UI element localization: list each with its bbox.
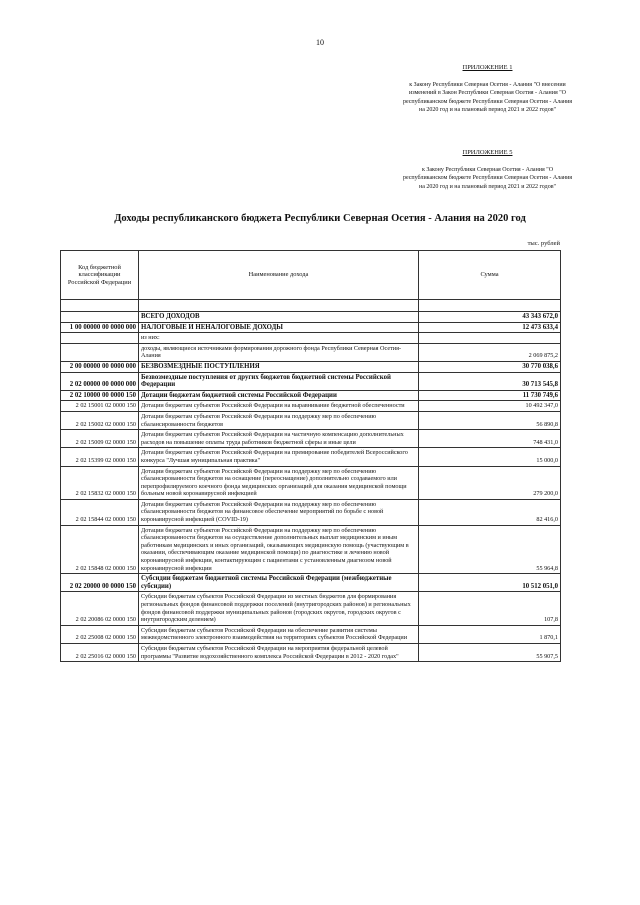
row-sum: 11 730 749,6 bbox=[419, 390, 561, 401]
appendix-5-block bbox=[400, 149, 575, 191]
row-sum: 2 069 875,2 bbox=[419, 343, 561, 361]
table-row bbox=[61, 312, 561, 323]
row-sum: 55 964,8 bbox=[419, 525, 561, 574]
row-sum: 56 890,8 bbox=[419, 411, 561, 429]
row-name: Дотации бюджетам субъектов Российской Федерации на поддержку мер по обеспечению сбалансированности бюджетов bbox=[139, 411, 419, 429]
units-label: тыс. рублей bbox=[527, 240, 560, 247]
row-code: 2 02 25008 02 0000 150 bbox=[61, 625, 139, 643]
row-code: 2 02 15399 02 0000 150 bbox=[61, 448, 139, 466]
row-code: 2 02 15001 02 0000 150 bbox=[61, 401, 139, 412]
table-row bbox=[61, 361, 561, 372]
row-code bbox=[61, 333, 139, 344]
table-row bbox=[61, 300, 561, 312]
table-row bbox=[61, 430, 561, 448]
row-code: 2 02 20000 00 0000 150 bbox=[61, 574, 139, 592]
row-sum: 279 200,0 bbox=[419, 466, 561, 499]
appendix-1-text: к Закону Республики Северная Осетия - Алания "О внесении изменений в Закон Республики Северная Осетия - Алания "О республиканском бюджете Республики Северная Осетия - Алания на 2020 год и на плановый период 2021 и 2022 годов" bbox=[402, 81, 573, 113]
table-row bbox=[61, 372, 561, 390]
row-name bbox=[139, 300, 419, 312]
row-name: Субсидии бюджетам субъектов Российской Федерации из местных бюджетов для формирования региональных фондов финансовой поддержки поселений (внутригородских районов) и региональных фондов финансовой поддержки муниципальных районов (городских округов, городских округов с внутригородским делением) bbox=[139, 592, 419, 625]
table-row bbox=[61, 343, 561, 361]
row-code: 2 02 15848 02 0000 150 bbox=[61, 525, 139, 574]
row-code: 2 02 15009 02 0000 150 bbox=[61, 430, 139, 448]
row-sum: 15 000,0 bbox=[419, 448, 561, 466]
row-code: 2 02 10000 00 0000 150 bbox=[61, 390, 139, 401]
table-row bbox=[61, 625, 561, 643]
row-name: Дотации бюджетам бюджетной системы Российской Федерации bbox=[139, 390, 419, 401]
table-body bbox=[61, 300, 561, 662]
row-sum bbox=[419, 300, 561, 312]
header-sum: Сумма bbox=[419, 251, 561, 300]
header-code: Код бюджетной классификации Российской Федерации bbox=[61, 251, 139, 300]
table-row bbox=[61, 448, 561, 466]
revenue-table bbox=[60, 250, 561, 662]
table-row bbox=[61, 574, 561, 592]
row-sum: 30 713 545,8 bbox=[419, 372, 561, 390]
table-row bbox=[61, 333, 561, 344]
table-row bbox=[61, 390, 561, 401]
table-row bbox=[61, 411, 561, 429]
row-sum: 82 416,0 bbox=[419, 499, 561, 525]
row-name: Дотации бюджетам субъектов Российской Федерации на премирование победителей Всероссийского конкурса "Лучшая муниципальная практика" bbox=[139, 448, 419, 466]
page-number: 10 bbox=[316, 38, 324, 47]
row-name: Субсидии бюджетам бюджетной системы Российской Федерации (межбюджетные субсидии) bbox=[139, 574, 419, 592]
appendix-5-heading: ПРИЛОЖЕНИЕ 5 bbox=[462, 149, 513, 156]
document-title: Доходы республиканского бюджета Республики Северная Осетия - Алания на 2020 год bbox=[114, 213, 526, 224]
row-name: Безвозмездные поступления от других бюджетов бюджетной системы Российской Федерации bbox=[139, 372, 419, 390]
row-name: из них: bbox=[139, 333, 419, 344]
row-sum: 748 431,0 bbox=[419, 430, 561, 448]
row-name: БЕЗВОЗМЕЗДНЫЕ ПОСТУПЛЕНИЯ bbox=[139, 361, 419, 372]
row-code bbox=[61, 300, 139, 312]
row-code: 2 02 25016 02 0000 150 bbox=[61, 643, 139, 661]
row-sum: 107,8 bbox=[419, 592, 561, 625]
row-code: 2 02 15844 02 0000 150 bbox=[61, 499, 139, 525]
row-sum: 30 770 038,6 bbox=[419, 361, 561, 372]
row-sum bbox=[419, 333, 561, 344]
row-code: 2 02 20086 02 0000 150 bbox=[61, 592, 139, 625]
row-code: 2 02 00000 00 0000 000 bbox=[61, 372, 139, 390]
table-row bbox=[61, 643, 561, 661]
appendix-5-text: к Закону Республики Северная Осетия - Алания "О республиканском бюджете Республики Северная Осетия - Алания на 2020 год и на плановый период 2021 и 2022 годов" bbox=[402, 166, 573, 190]
row-code: 2 02 15832 02 0000 150 bbox=[61, 466, 139, 499]
row-name: Дотации бюджетам субъектов Российской Федерации на поддержку мер по обеспечению сбалансированности бюджетов на осуществление дополнительных выплат медицинским и иным работникам медицинских и иных организаций, оказывающих медицинскую помощь (участвующим в оказании, обеспечивающим оказание медицинской помощи) по диагностике и лечению новой коронавирусной инфекции, контактирующим с пациентами с установленным диагнозом новой коронавирусной инфекции bbox=[139, 525, 419, 574]
row-sum: 55 907,5 bbox=[419, 643, 561, 661]
row-sum: 1 870,1 bbox=[419, 625, 561, 643]
row-name: Дотации бюджетам субъектов Российской Федерации на частичную компенсацию дополнительных расходов на повышение оплаты труда работников бюджетной сферы и иные цели bbox=[139, 430, 419, 448]
row-code bbox=[61, 343, 139, 361]
table-row bbox=[61, 592, 561, 625]
table-header-row bbox=[61, 251, 561, 300]
table-row bbox=[61, 401, 561, 412]
table-row bbox=[61, 322, 561, 333]
table-row bbox=[61, 525, 561, 574]
appendix-1-heading: ПРИЛОЖЕНИЕ 1 bbox=[462, 64, 513, 71]
row-name: Дотации бюджетам субъектов Российской Федерации на поддержку мер по обеспечению сбалансированности бюджетов на финансовое обеспечение мероприятий по борьбе с новой коронавирусной инфекцией (COVID-19) bbox=[139, 499, 419, 525]
row-code: 1 00 00000 00 0000 000 bbox=[61, 322, 139, 333]
table-row bbox=[61, 466, 561, 499]
row-sum: 10 512 051,0 bbox=[419, 574, 561, 592]
row-name: Субсидии бюджетам субъектов Российской Федерации на мероприятия федеральной целевой программы "Развитие водохозяйственного комплекса Российской Федерации в 2012 - 2020 годах" bbox=[139, 643, 419, 661]
row-sum: 10 492 347,0 bbox=[419, 401, 561, 412]
row-name: Субсидии бюджетам субъектов Российской Федерации на обеспечение развития системы межведомственного электронного взаимодействия на территориях субъектов Российской Федерации bbox=[139, 625, 419, 643]
header-name: Наименование дохода bbox=[139, 251, 419, 300]
appendix-1-block bbox=[400, 64, 575, 115]
row-code bbox=[61, 312, 139, 323]
row-name: НАЛОГОВЫЕ И НЕНАЛОГОВЫЕ ДОХОДЫ bbox=[139, 322, 419, 333]
row-sum: 12 473 633,4 bbox=[419, 322, 561, 333]
row-sum: 43 343 672,0 bbox=[419, 312, 561, 323]
row-name: доходы, являющиеся источниками формирования дорожного фонда Республики Северная Осетия-Алания bbox=[139, 343, 419, 361]
row-name: ВСЕГО ДОХОДОВ bbox=[139, 312, 419, 323]
row-code: 2 02 15002 02 0000 150 bbox=[61, 411, 139, 429]
row-code: 2 00 00000 00 0000 000 bbox=[61, 361, 139, 372]
table-row bbox=[61, 499, 561, 525]
row-name: Дотации бюджетам субъектов Российской Федерации на поддержку мер по обеспечению сбалансированности бюджетов на оснащение (переоснащение) дополнительно создаваемого или перепрофилируемого коечного фонда медицинских организаций для оказания медицинской помощи больным новой коронавирусной инфекцией bbox=[139, 466, 419, 499]
row-name: Дотации бюджетам субъектов Российской Федерации на выравнивание бюджетной обеспеченности bbox=[139, 401, 419, 412]
